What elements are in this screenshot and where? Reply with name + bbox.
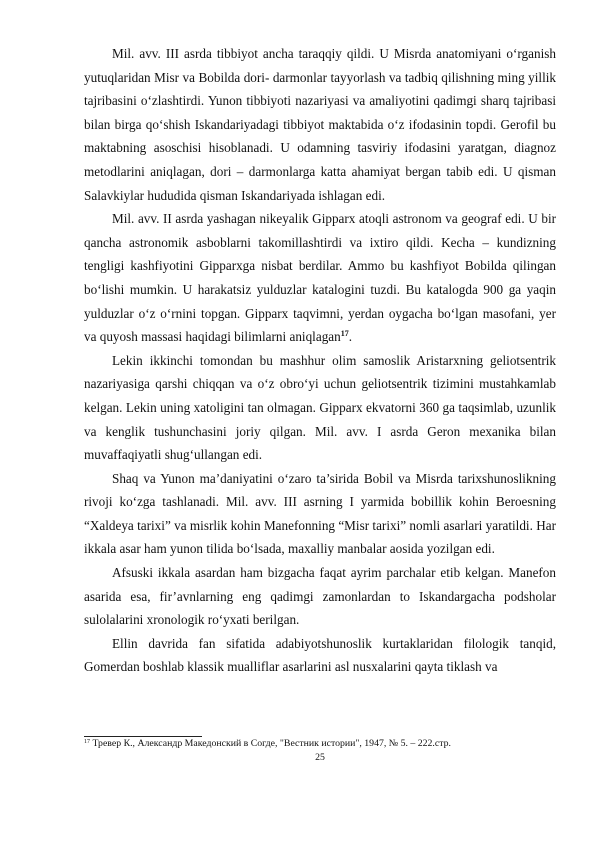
footnote-number: 17 [84, 739, 90, 745]
paragraph-4: Shaq va Yunon ma’daniyatini o‘zaro ta’sirida Bobil va Misrda tarixshunoslikning rivoji ko‘zga tashlanadi. Mil. avv. III asrning I yarmida bobillik kohin Beroesning “Xaldeya tarixi” va misrlik kohin Manefonning “Misr tarixi” nomli asarlari yaratildi. Har ikkala asar ham yunon tilida bo‘lsada, maxalliy manbalar aosida yozilgan edi. [84, 470, 556, 557]
paragraph-2: Mil. avv. II asrda yashagan nikeyalik Gipparx atoqli astronom va geograf edi. U bir qancha astronomik asboblarni takomillashtirdi va ixtiro qildi. Kecha – kundizning tengligi kashfiyotini Gipparxga nisbat berdilar. Ammo bu kashfiyot Bobilda qilingan bo‘lishi mumkin. U harakatsiz yulduzlar katalogini tuzdi. Bu katalogda 900 ga yaqin yulduzlar o‘z o‘rnini topgan. Gipparx taqvimni, yerdan oygacha bo‘lgan masofani, yer va quyosh massasi haqidagi bilimlarni aniqlagan$^{17}$. [84, 211, 556, 345]
footnote-text: Тревер К., Александр Македонский в Согде, "Вестник истории", 1947, № 5. – 222.стр. [90, 738, 451, 749]
document-body [84, 42, 556, 679]
paragraph-3: Lekin ikkinchi tomondan bu mashhur olim samoslik Aristarxning geliotsentrik nazariyasiga qarshi chiqqan va o‘z obro‘yi uchun geliotsentrik tizimini mustahkamlab kelgan. Lekin uning xatoligini tan olmagan. Gipparx ekvatorni 360 ga taqsimlab, uzunlik va kenglik tushunchasini joriy qilgan. Mil. avv. I asrda Geron mexanika bilan muvaffaqiyatli shug‘ullangan edi. [84, 352, 556, 463]
footnote-divider [84, 736, 202, 737]
paragraph-1: Mil. avv. III asrda tibbiyot ancha taraqqiy qildi. U Misrda anatomiyani o‘rganish yutuqlaridan Misr va Bobilda dori- darmonlar tayyorlash va tadbiq qilishning ming yillik tajribasini o‘zlashtirdi. Yunon tibbiyoti nazariyasi va amaliyotini qadimgi sharq tajribasi bilan birga qo‘shish Iskandariyadagi tibbiyot maktabida o‘z ifodasinin topdi. Gerofil bu maktabning asoschisi hisoblanadi. U odamning tasviriy ifodasini yaratgan, diagnoz metodlarini aniqlagan, dori – darmonlarga katta ahamiyat bergan tabib edi. U qisman Salavkiylar hududida qisman Iskandariyada ishlagan edi. [84, 46, 556, 203]
paragraph-6: Ellin davrida fan sifatida adabiyotshunoslik kurtaklaridan filologik tanqid, Gomerdan boshlab klassik mualliflar asarlarini asl nusxalarini qayta tiklash va [84, 635, 556, 675]
page-number: 25 [315, 752, 325, 763]
footnote [84, 738, 556, 750]
paragraph-2-text: Mil. avv. II asrda yashagan nikeyalik Gipparx atoqli astronom va geograf edi. U bir qancha astronomik asboblarni takomillashtirdi va ixtiro qildi. Kecha – kundizning tengligi kashfiyotini Gipparxga nisbat berdilar. Ammo bu kashfiyot Bobilda qilingan bo‘lishi mumkin. U harakatsiz yulduzlar katalogini tuzdi. Bu katalogda 900 ga yaqin yulduzlar o‘z o‘rnini topgan. Gipparx taqvimni, yerdan oygacha bo‘lgan masofani, yer va quyosh massasi haqidagi bilimlarni aniqlagan [84, 211, 556, 345]
paragraph-5: Afsuski ikkala asardan ham bizgacha faqat ayrim parchalar etib kelgan. Manefon asarida esa, fir’avnlarning eng qadimgi zamonlardan to Iskandargacha podsholar sulolalarini xronologik ro‘yxati berilgan. [84, 565, 556, 628]
footnote-reference[interactable]: 17 [340, 329, 349, 339]
